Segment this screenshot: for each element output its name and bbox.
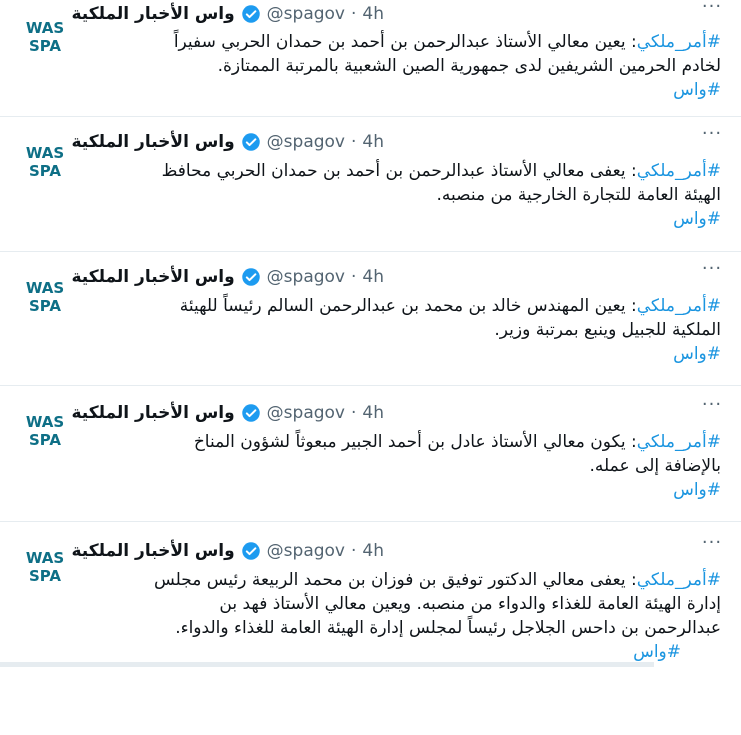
- tweet-header: [71, 540, 384, 562]
- hashtag-link[interactable]: #أمر_ملكي: [636, 32, 721, 52]
- spa-logo-icon: [22, 141, 68, 181]
- svg-text:WAS: WAS: [25, 413, 65, 431]
- separator: ·: [351, 4, 357, 24]
- tweet-text: [111, 568, 721, 664]
- spa-logo-icon: [22, 276, 68, 316]
- more-options-icon[interactable]: ···: [701, 258, 723, 279]
- svg-text:SPA: SPA: [28, 431, 62, 449]
- svg-text:SPA: SPA: [28, 37, 62, 55]
- tweet[interactable]: [0, 522, 741, 662]
- more-options-icon[interactable]: ···: [701, 394, 723, 415]
- display-name[interactable]: واس الأخبار الملكية: [71, 541, 235, 561]
- handle[interactable]: @spagov: [266, 4, 345, 24]
- hashtag-link[interactable]: #واس: [673, 344, 721, 364]
- hashtag-link[interactable]: #أمر_ملكي: [636, 161, 721, 181]
- timestamp[interactable]: 4h: [362, 267, 384, 287]
- handle[interactable]: @spagov: [266, 267, 345, 287]
- spa-logo-icon: [22, 410, 68, 450]
- tweet-line: #أمر_ملكي: يكون معالي الأستاذ عادل بن أحمد الجبير مبعوثاً لشؤون المناخ: [193, 432, 721, 452]
- hashtag-link[interactable]: #أمر_ملكي: [636, 296, 721, 316]
- more-options-icon[interactable]: ···: [701, 123, 723, 144]
- avatar[interactable]: [22, 16, 68, 56]
- tweet[interactable]: [0, 386, 741, 522]
- display-name[interactable]: واس الأخبار الملكية: [71, 132, 235, 152]
- spa-logo-icon: [22, 546, 68, 586]
- tweet[interactable]: [0, 0, 741, 117]
- timestamp[interactable]: 4h: [362, 403, 384, 423]
- hashtag-link[interactable]: #أمر_ملكي: [636, 570, 721, 590]
- timestamp[interactable]: 4h: [362, 541, 384, 561]
- tweet-text: [111, 430, 721, 502]
- separator: ·: [351, 403, 357, 423]
- tweet-header: [71, 131, 384, 153]
- svg-text:WAS: WAS: [25, 279, 65, 297]
- tweet-line: #أمر_ملكي: يعفى معالي الدكتور توفيق بن فوزان بن محمد الربيعة رئيس مجلس: [153, 570, 721, 590]
- tweet-text: [111, 30, 721, 102]
- tweet-line: بالإضافة إلى عمله.: [589, 456, 721, 476]
- more-options-icon[interactable]: ···: [701, 532, 723, 553]
- avatar[interactable]: [22, 410, 68, 450]
- tweet-line: عبدالرحمن بن داحس الجلاجل رئيساً لمجلس إدارة الهيئة العامة للغذاء والدواء.: [175, 618, 721, 638]
- tweet-header: [71, 402, 384, 424]
- display-name[interactable]: واس الأخبار الملكية: [71, 4, 235, 24]
- svg-text:WAS: WAS: [25, 19, 65, 37]
- timestamp[interactable]: 4h: [362, 4, 384, 24]
- verified-badge-icon: [241, 132, 261, 152]
- timestamp[interactable]: 4h: [362, 132, 384, 152]
- verified-badge-icon: [241, 541, 261, 561]
- verified-badge-icon: [241, 403, 261, 423]
- separator: ·: [351, 541, 357, 561]
- svg-text:WAS: WAS: [25, 549, 65, 567]
- hashtag-link[interactable]: #أمر_ملكي: [636, 432, 721, 452]
- display-name[interactable]: واس الأخبار الملكية: [71, 403, 235, 423]
- tweet-header: [71, 3, 384, 25]
- spa-logo-icon: [22, 16, 68, 56]
- tweet-line: #أمر_ملكي: يعفى معالي الأستاذ عبدالرحمن بن أحمد بن حمدان الحربي محافظ: [161, 161, 721, 181]
- tweet-text: [111, 294, 721, 366]
- svg-text:SPA: SPA: [28, 162, 62, 180]
- tweet-text: [111, 159, 721, 231]
- tweet-line: #أمر_ملكي: يعين المهندس خالد بن محمد بن عبدالرحمن السالم رئيساً للهيئة: [179, 296, 721, 316]
- hashtag-link[interactable]: #واس: [633, 642, 681, 662]
- tweet-line: #أمر_ملكي: يعين معالي الأستاذ عبدالرحمن بن أحمد بن حمدان الحربي سفيراً: [173, 32, 721, 52]
- tweet-line: إدارة الهيئة العامة للغذاء والدواء من منصبه. ويعين معالي الأستاذ فهد بن: [219, 594, 721, 614]
- verified-badge-icon: [241, 267, 261, 287]
- horizontal-scrollbar[interactable]: [0, 662, 654, 667]
- separator: ·: [351, 267, 357, 287]
- handle[interactable]: @spagov: [266, 132, 345, 152]
- avatar[interactable]: [22, 141, 68, 181]
- hashtag-link[interactable]: #واس: [673, 209, 721, 229]
- svg-text:SPA: SPA: [28, 567, 62, 585]
- tweet-line: الهيئة العامة للتجارة الخارجية من منصبه.: [436, 185, 721, 205]
- handle[interactable]: @spagov: [266, 403, 345, 423]
- hashtag-link[interactable]: #واس: [673, 80, 721, 100]
- svg-text:SPA: SPA: [28, 297, 62, 315]
- separator: ·: [351, 132, 357, 152]
- verified-badge-icon: [241, 4, 261, 24]
- avatar[interactable]: [22, 546, 68, 586]
- tweet[interactable]: [0, 252, 741, 386]
- hashtag-link[interactable]: #واس: [673, 480, 721, 500]
- svg-text:WAS: WAS: [25, 144, 65, 162]
- handle[interactable]: @spagov: [266, 541, 345, 561]
- display-name[interactable]: واس الأخبار الملكية: [71, 267, 235, 287]
- more-options-icon[interactable]: ···: [701, 0, 723, 17]
- tweet-line: لخادم الحرمين الشريفين لدى جمهورية الصين الشعبية بالمرتبة الممتازة.: [217, 56, 721, 76]
- avatar[interactable]: [22, 276, 68, 316]
- tweet-line: الملكية للجبيل وينبع بمرتبة وزير.: [494, 320, 721, 340]
- tweet-header: [71, 266, 384, 288]
- tweet[interactable]: [0, 117, 741, 252]
